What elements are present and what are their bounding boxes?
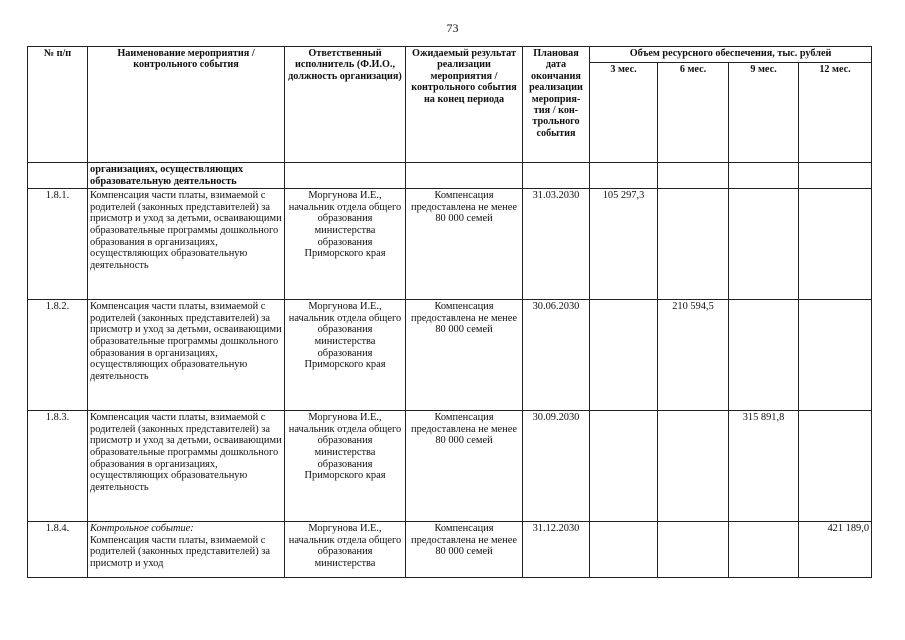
row-date: 31.03.2030 <box>523 189 590 300</box>
row-value-3-months <box>590 300 658 411</box>
row-value-12-months <box>799 300 872 411</box>
table-row <box>28 411 872 522</box>
row-name <box>88 522 285 578</box>
header-12-months: 12 мес. <box>799 63 872 163</box>
row-value-12-months <box>799 411 872 522</box>
row-num: 1.8.3. <box>28 411 88 522</box>
row-name <box>88 189 285 300</box>
row-result: Компенсация предоставлена не менее 80 000 семей <box>406 189 523 300</box>
row-value-6-months <box>658 411 729 522</box>
row-responsible: Моргунова И.Е., начальник отдела общего образования министерства <box>285 522 406 578</box>
row-value-3-months <box>590 411 658 522</box>
row-value-12-months <box>799 189 872 300</box>
row-responsible: Моргунова И.Е., начальник отдела общего образования министерства образования Приморского края <box>285 300 406 411</box>
row-result: Компенсация предоставлена не менее 80 000 семей <box>406 300 523 411</box>
row-date: 30.06.2030 <box>523 300 590 411</box>
row-value-9-months <box>729 522 799 578</box>
row-value-9-months: 315 891,8 <box>729 411 799 522</box>
header-9-months: 9 мес. <box>729 63 799 163</box>
row-responsible: Моргунова И.Е., начальник отдела общего образования министерства образования Приморского края <box>285 411 406 522</box>
row-name-text: Компенсация части платы, взимаемой с родителей (законных представителей) за присмотр и уход за детьми, осваивающими образовательные программы дошкольного образования в организациях, осуществляющих образовательную деятельность <box>90 412 282 493</box>
header-name: Наименование мероприятия / контрольного события <box>88 47 285 163</box>
header-3-months: 3 мес. <box>590 63 658 163</box>
row-result: Компенсация предоставлена не менее 80 000 семей <box>406 522 523 578</box>
row-num: 1.8.2. <box>28 300 88 411</box>
row-name-text: Компенсация части платы, взимаемой с родителей (законных представителей) за присмотр и уход <box>90 534 270 569</box>
table-row <box>28 522 872 578</box>
header-6-months: 6 мес. <box>658 63 729 163</box>
row-num: 1.8.1. <box>28 189 88 300</box>
row-value-6-months: 210 594,5 <box>658 300 729 411</box>
row-name <box>88 411 285 522</box>
row-value-3-months: 105 297,3 <box>590 189 658 300</box>
row-value-12-months: 421 189,0 <box>799 522 872 578</box>
table-row <box>28 300 872 411</box>
row-value-6-months <box>658 189 729 300</box>
row-date: 30.09.2030 <box>523 411 590 522</box>
continuation-row <box>28 163 872 189</box>
row-name-text: Компенсация части платы, взимаемой с родителей (законных представителей) за присмотр и уход за детьми, осваивающими образовательные программы дошкольного образования в организациях, осуществляющих образовательную деятельность <box>90 301 282 382</box>
row-value-9-months <box>729 189 799 300</box>
row-value-3-months <box>590 522 658 578</box>
row-result: Компенсация предоставлена не менее 80 000 семей <box>406 411 523 522</box>
row-name-prefix: Контрольное событие: <box>90 523 194 535</box>
table-row <box>28 189 872 300</box>
header-responsible: Ответственный исполнитель (Ф.И.О., должность организация) <box>285 47 406 163</box>
header-num: № п/п <box>28 47 88 163</box>
row-responsible: Моргунова И.Е., начальник отдела общего образования министерства образования Приморского края <box>285 189 406 300</box>
row-num: 1.8.4. <box>28 522 88 578</box>
page-number: 73 <box>446 21 459 35</box>
row-value-9-months <box>729 300 799 411</box>
header-resources: Объем ресурсного обеспечения, тыс. рублей <box>590 47 872 63</box>
activity-plan-table <box>27 46 872 578</box>
header-date: Плановая дата окончания реализации мероприя-тия / кон-трольного события <box>523 47 590 163</box>
header-result: Ожидаемый результат реализации мероприятия / контрольного события на конец периода <box>406 47 523 163</box>
row-name <box>88 300 285 411</box>
continuation-name: организациях, осуществляющих образовательную деятельность <box>88 163 285 189</box>
row-value-6-months <box>658 522 729 578</box>
row-date: 31.12.2030 <box>523 522 590 578</box>
row-name-text: Компенсация части платы, взимаемой с родителей (законных представителей) за присмотр и уход за детьми, осваивающими образовательные программы дошкольного образования в организациях, осуществляющих образовательную деятельность <box>90 190 282 271</box>
